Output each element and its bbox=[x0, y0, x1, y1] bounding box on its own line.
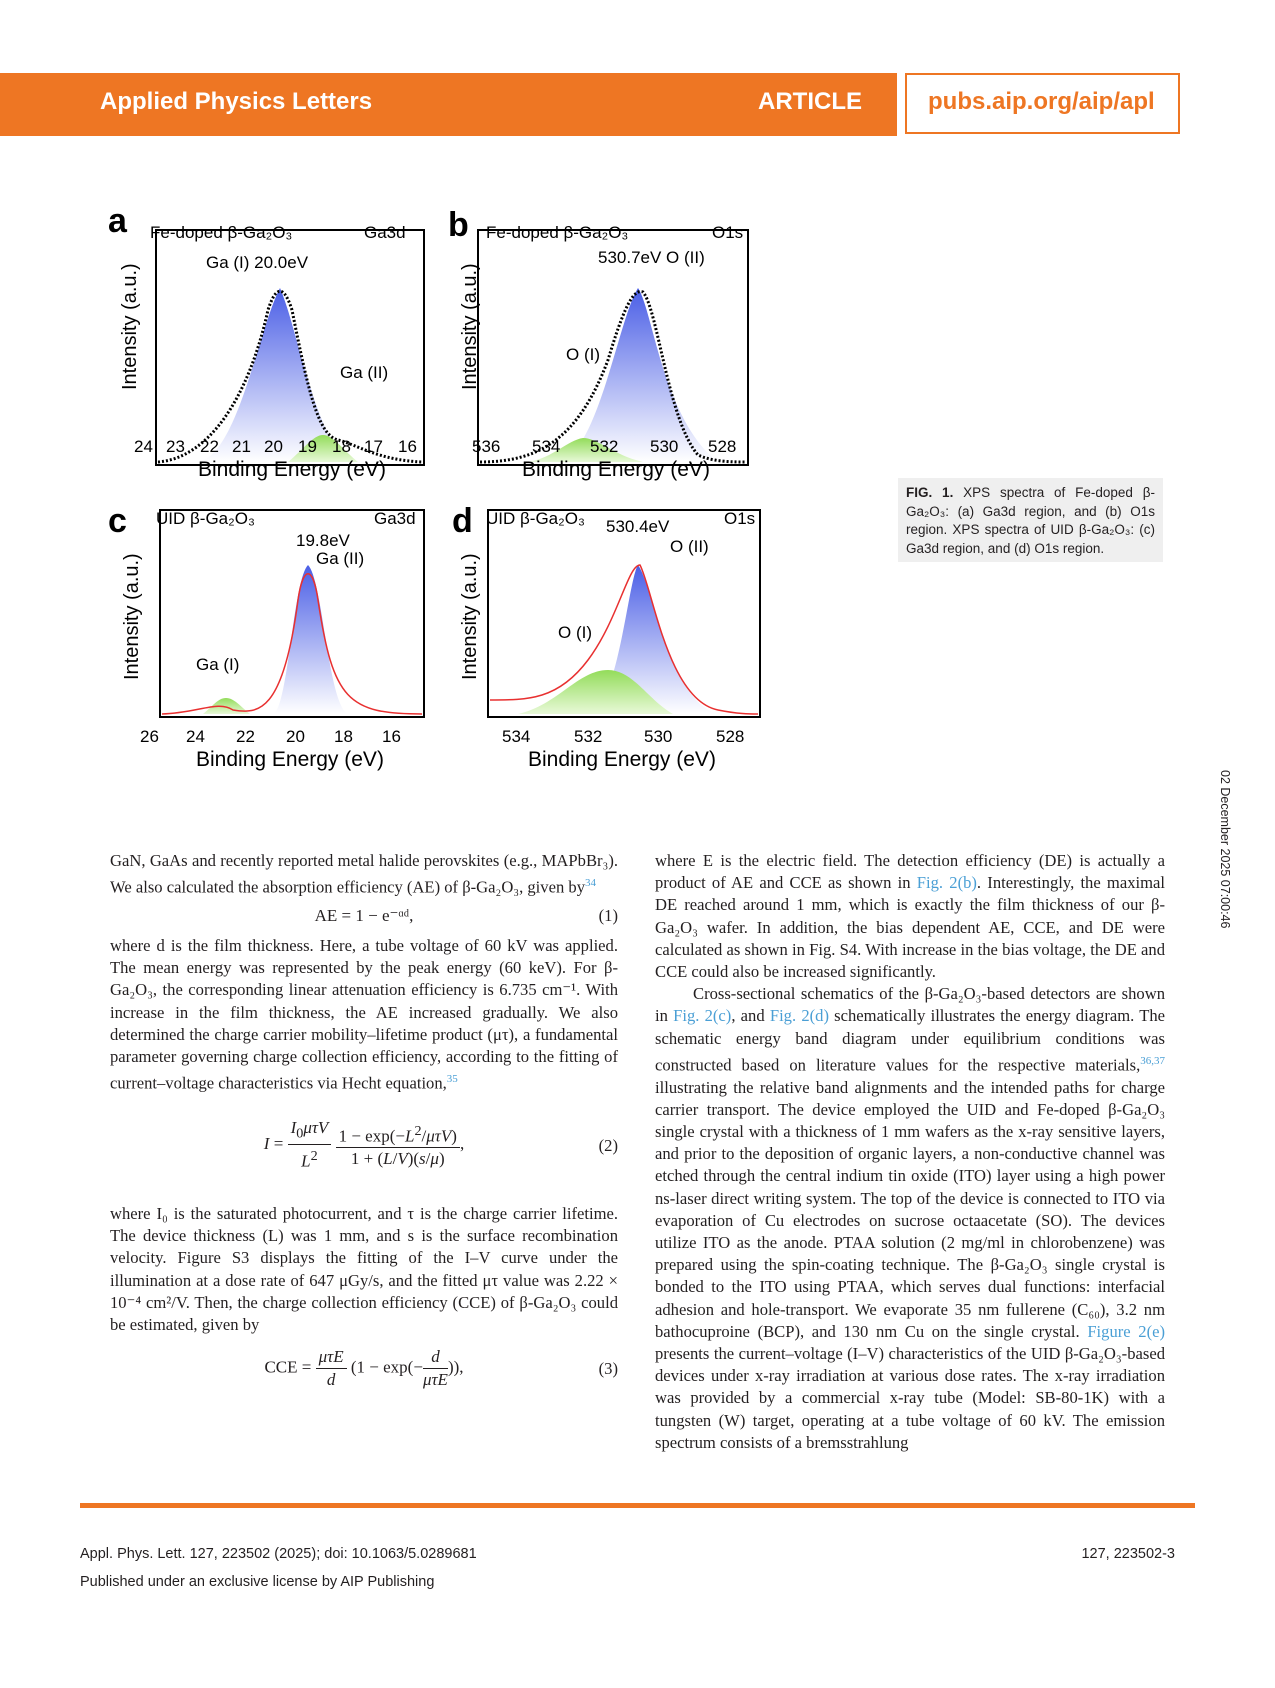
caption-label: FIG. 1. bbox=[906, 485, 954, 500]
tick-c-3: 20 bbox=[286, 727, 305, 746]
equation-2-number: (2) bbox=[598, 1135, 618, 1155]
panel-d-peak-label: O (II) bbox=[670, 537, 709, 556]
panel-letter-c: c bbox=[108, 502, 127, 540]
panel-c-ylabel: Intensity (a.u.) bbox=[121, 553, 143, 680]
footer-license: Published under an exclusive license by AIP Publishing bbox=[80, 1574, 435, 1590]
panel-a-title: Fe-doped β-Ga₂O₃ bbox=[150, 223, 293, 242]
panel-a-ylabel: Intensity (a.u.) bbox=[119, 263, 141, 390]
figure-1 bbox=[108, 200, 808, 840]
ref-34[interactable]: 34 bbox=[585, 877, 596, 890]
panel-a-minor-label: Ga (II) bbox=[340, 363, 389, 382]
panel-a-peak-label: Ga (I) 20.0eV bbox=[206, 253, 309, 272]
panel-a bbox=[108, 202, 424, 481]
panel-c-peak-value: 19.8eV bbox=[296, 531, 350, 550]
panel-b-peak-label: 530.7eV O (II) bbox=[598, 248, 705, 267]
panel-a-xlabel: Binding Energy (eV) bbox=[198, 458, 386, 481]
panel-c-peak-label: Ga (II) bbox=[316, 549, 365, 568]
tick-b-0: 536 bbox=[472, 437, 501, 456]
tick-a-4: 20 bbox=[264, 437, 283, 456]
ref-35[interactable]: 35 bbox=[446, 1073, 458, 1086]
panel-b-region: O1s bbox=[712, 223, 744, 242]
tick-a-5: 19 bbox=[298, 437, 317, 456]
equation-2-body: I = $\frac{I_0\mu\tau V}{L^2}$ $\frac{1 - \exp(-L^2/\mu\tau V)}{1 + (L/V)(s/\mu)}$ , bbox=[263, 1117, 465, 1172]
panel-c bbox=[108, 502, 424, 771]
equation-1-number: (1) bbox=[598, 905, 618, 925]
footer-rule bbox=[80, 1503, 1195, 1508]
equation-1-body: AE = 1 − e⁻ᵅᵈ, bbox=[314, 905, 414, 925]
tick-d-0: 534 bbox=[502, 727, 531, 746]
tick-a-8: 16 bbox=[398, 437, 417, 456]
tick-b-4: 528 bbox=[708, 437, 737, 456]
panel-b-xlabel: Binding Energy (eV) bbox=[522, 458, 710, 481]
right-para-2: Cross-sectional schematics of the β-Ga₂O₃-based detectors are shown in Fig. 2(c), and Fig. 2(d) schematically illustrates the energy diagram. The schematic energy band diagram under equilibrium conditions was constructed based on literature values for the respective materials,$^{36,37}$ illustrating the relative band alignments and the intended paths for charge carrier transport. The device employed the UID and Fe-doped β-Ga₂O₃ single crystal with a thickness of 1 mm wafers as the x-ray sensitive layers, and prior to the deposition of organic layers, a non-conductive channel was etched through the central indium tin oxide (ITO) layer using a high power ns-laser direct writing system. The top of the device is connected to ITO via evaporation of Cu electrodes on sucrose octaacetate (SO). The devices utilize ITO as the anode. PTAA solution (2 mg/ml in chlorobenzene) was prepared using the spin-coating technique. The β-Ga₂O₃ single crystal is bonded to the ITO using PTAA, which serves dual functions: interfacial adhesion and hole-transport. We evaporate 35 nm fullerene (C₆₀), 3.2 nm bathocuproine (BCP), and 130 nm Cu on the single crystal. Figure 2(e) presents the current–voltage (I–V) characteristics of the UID β-Ga₂O₃-based devices under x-ray irradiation at various dose rates. The x-ray irradiation was provided by a commercial x-ray tube (Model: SB-80-1K) with a tungsten (W) target, operating at a tube voltage of 60 kV. The emission spectrum consists of a bremsstrahlung bbox=[655, 984, 1166, 1452]
panel-letter-b: b bbox=[448, 206, 469, 244]
tick-b-3: 530 bbox=[650, 437, 679, 456]
panel-c-region: Ga3d bbox=[374, 509, 416, 528]
link-fig-2e[interactable]: Figure 2(e) bbox=[1087, 1321, 1166, 1341]
article-type: ARTICLE bbox=[758, 88, 862, 115]
ref-36-37[interactable]: 36,37 bbox=[1140, 1054, 1165, 1067]
equation-3 bbox=[110, 1336, 618, 1404]
download-timestamp: 02 December 2025 07:00:46 bbox=[1218, 770, 1232, 929]
panel-d-minor-label: O (I) bbox=[558, 623, 592, 642]
panel-a-ticks bbox=[134, 437, 417, 456]
tick-b-1: 534 bbox=[532, 437, 561, 456]
journal-url-link[interactable]: pubs.aip.org/aip/apl bbox=[928, 88, 1155, 115]
equation-3-body: CCE = $\frac{\text{μτE}}{d}$ (1 − exp(− $\frac{d}{\text{μτE}}$ )), bbox=[264, 1347, 464, 1390]
tick-a-1: 23 bbox=[166, 437, 185, 456]
footer-page: 127, 223502-3 bbox=[1081, 1546, 1175, 1562]
journal-title: Applied Physics Letters bbox=[100, 88, 373, 115]
right-para-1: where E is the electric field. The detection efficiency (DE) is actually a product of AE and CCE as shown in Fig. 2(b). Interestingly, the maximal DE reached around 1 mm, which is exactly the film thickness of our β-Ga₂O₃ wafer. In addition, the bias dependent AE, CCE, and DE were calculated as shown in Fig. S4. With increase in the bias voltage, the DE and CCE could also be increased significantly. bbox=[655, 851, 1165, 982]
panel-a-region: Ga3d bbox=[364, 223, 406, 242]
equation-3-number: (3) bbox=[598, 1359, 618, 1379]
left-para-2: where d is the film thickness. Here, a tube voltage of 60 kV was applied. The mean energy was represented by the peak energy (60 keV). For β-Ga₂O₃, the corresponding linear attenuation efficiency is 6.735 cm⁻¹. With increase in the film thickness, the AE increased gradually. We also determined the charge carrier mobility–lifetime product (μτ), a fundamental parameter governing charge collection efficiency, according to the fitting of current–voltage characteristics via Hecht equation,$^{35}$ bbox=[110, 935, 618, 1093]
link-fig-2c[interactable]: Fig. 2(c) bbox=[673, 1006, 732, 1026]
tick-c-2: 22 bbox=[236, 727, 255, 746]
equation-1 bbox=[110, 899, 618, 935]
panel-b bbox=[448, 206, 748, 481]
tick-a-3: 21 bbox=[232, 437, 251, 456]
link-fig-2b[interactable]: Fig. 2(b) bbox=[916, 873, 977, 893]
link-fig-2d[interactable]: Fig. 2(d) bbox=[769, 1006, 829, 1026]
panel-c-minor-label: Ga (I) bbox=[196, 655, 240, 674]
panel-d bbox=[452, 502, 760, 771]
panel-letter-d: d bbox=[452, 502, 473, 540]
tick-a-2: 22 bbox=[200, 437, 219, 456]
left-para-3: where I₀ is the saturated photocurrent, and τ is the charge carrier lifetime. The device thickness (L) was 1 mm, and s is the surface recombination velocity. Figure S3 displays the fitting of the I–V curve under the illumination at a dose rate of 647 μGy/s, and the fitted μτ value was 2.22 × 10⁻⁴ cm²/V. Then, the charge collection efficiency (CCE) of β-Ga₂O₃ could be estimated, given by bbox=[110, 1203, 618, 1334]
main-peak-c bbox=[273, 565, 348, 714]
panel-d-ylabel: Intensity (a.u.) bbox=[459, 553, 481, 680]
panel-letter-a: a bbox=[108, 202, 127, 240]
tick-d-3: 528 bbox=[716, 727, 745, 746]
panel-c-ticks bbox=[140, 727, 401, 746]
left-para-1: GaN, GaAs and recently reported metal halide perovskites (e.g., MAPbBr₃). We also calculated the absorption efficiency (AE) of β-Ga₂O₃, given by$^{34}$ bbox=[110, 851, 618, 897]
panel-d-ticks bbox=[502, 727, 744, 746]
tick-a-6: 18 bbox=[332, 437, 351, 456]
main-peak-b bbox=[558, 288, 718, 462]
tick-d-2: 530 bbox=[644, 727, 673, 746]
tick-c-5: 16 bbox=[382, 727, 401, 746]
panel-b-minor-label: O (I) bbox=[566, 345, 600, 364]
equation-2 bbox=[110, 1095, 618, 1203]
caption-text: XPS spectra of Fe-doped β-Ga₂O₃: (a) Ga3d region, and (b) O1s region. XPS spectra of UID β-Ga₂O₃: (c) Ga3d region, and (d) O1s region. bbox=[906, 485, 1155, 556]
panel-d-title: UID β-Ga₂O₃ bbox=[486, 509, 585, 528]
figure-caption bbox=[898, 478, 1163, 562]
tick-d-1: 532 bbox=[574, 727, 603, 746]
panel-d-xlabel: Binding Energy (eV) bbox=[528, 748, 716, 771]
tick-a-0: 24 bbox=[134, 437, 153, 456]
panel-c-title: UID β-Ga₂O₃ bbox=[156, 509, 255, 528]
right-column bbox=[655, 850, 1165, 1454]
tick-a-7: 17 bbox=[364, 437, 383, 456]
panel-d-peak-value: 530.4eV bbox=[606, 517, 670, 536]
tick-c-1: 24 bbox=[186, 727, 205, 746]
tick-b-2: 532 bbox=[590, 437, 619, 456]
panel-b-ylabel: Intensity (a.u.) bbox=[459, 263, 481, 390]
panel-b-title: Fe-doped β-Ga₂O₃ bbox=[486, 223, 629, 242]
tick-c-4: 18 bbox=[334, 727, 353, 746]
panel-c-xlabel: Binding Energy (eV) bbox=[196, 748, 384, 771]
tick-c-0: 26 bbox=[140, 727, 159, 746]
footer-citation: Appl. Phys. Lett. 127, 223502 (2025); doi: 10.1063/5.0289681 bbox=[80, 1546, 477, 1562]
panel-d-region: O1s bbox=[724, 509, 756, 528]
left-column bbox=[110, 850, 618, 1404]
